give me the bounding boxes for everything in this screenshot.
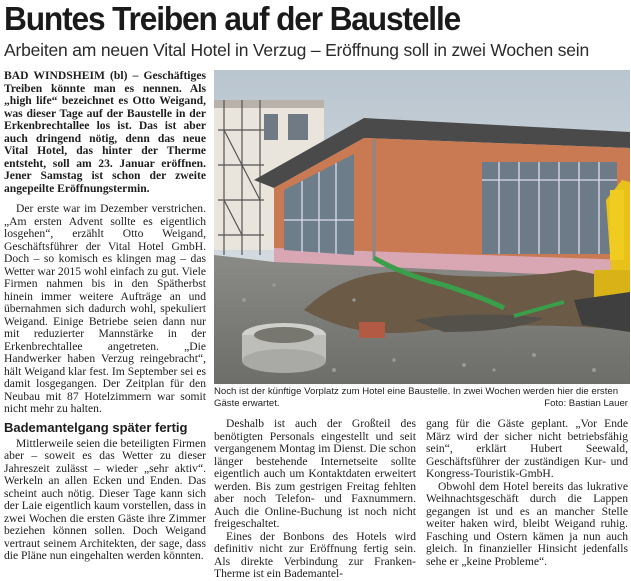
subheadline: Arbeiten am neuen Vital Hotel in Verzug – Eröffnung soll in zwei Wochen sein	[4, 40, 590, 60]
body-paragraph: gang für die Gäste geplant. „Vor Ende März wird der sicher nicht betriebsfähig sein“, erklärt Hubert Seewald, Geschäftsführer der zuständigen Kur- und Kongress-Touristik-GmbH.	[426, 417, 628, 480]
section-title: Bademantelgang später fertig	[4, 419, 188, 435]
body-paragraph: Mittlerweile seien die beteiligten Firmen aber – soweit es das Wetter zu dieser Jahreszeit zulässt – wieder „sehr aktiv“. Werkeln an allen Ecken und Enden. Das scheint auch nötig. Dieser Tage kann sich der Laie eigentlich kaum vorstellen, dass in zwei Wochen die ersten Gäste ihre Zimmer beziehen können sollen. Doch Weigand vertraut seinem Architekten, der sage, dass die Pläne nun eingehalten werden könnten.	[4, 436, 206, 562]
caption-text: Noch ist der künftige Vorplatz zum Hotel eine Baustelle. In zwei Wochen werden hier die ersten Gäste erwartet.	[214, 386, 619, 409]
column-1	[4, 69, 206, 562]
photo-caption	[214, 386, 630, 409]
column-2	[214, 418, 416, 581]
photo-credit: Foto: Bastian Lauer	[544, 397, 628, 409]
body-paragraph: Obwohl dem Hotel bereits das lukrative Weihnachtsgeschäft durch die Lappen gegangen ist und es an mancher Stelle weiter haken wird, bleibt Weigand ruhig. Fasching und Ostern kämen ja nun auch gleich. In finanzieller Hinsicht jedenfalls sehe er „keine Probleme“.	[426, 479, 628, 568]
column-3	[426, 418, 628, 568]
column-1-body	[4, 202, 206, 562]
article-photo	[214, 70, 630, 384]
body-paragraph: Eines der Bonbons des Hotels wird definitiv nicht zur Eröffnung fertig sein. Als direkte Verbindung zur Franken-Therme ist ein Bademantel-	[214, 529, 416, 580]
headline: Buntes Treiben auf der Baustelle	[4, 0, 461, 37]
body-paragraph: Deshalb ist auch der Großteil des benötigten Personals eingestellt und seit vergangenem Montag im Dienst. Die schon länger bestehende Internetseite sollte eigentlich auch um Kontaktdaten erweitert werden. Bis zum gestrigen Freitag fehlten aber noch Telefon- und Faxnummern. Auch die Online-Buchung ist noch nicht freigeschaltet.	[214, 417, 416, 530]
body-paragraph: Der erste war im Dezember verstrichen. „Am ersten Advent sollte es eigentlich losgehen“, erzählt Otto Weigand, Geschäftsführer der Vital Hotel GmbH. Doch – so komisch es klingen mag – das Wetter war 2015 wohl einfach zu gut. Viele Firmen nahmen bis in den Spätherbst hinein immer weitere Aufträge an und übernahmen sich dadurch wohl, spekuliert Weigand. Einige Betriebe seien dann nur mit reduzierter Mannstärke in der Erkenbrechtallee angetreten. „Die Handwerker haben Verzug reingebracht“, hält Weigand klar fest. Im September sei es damit losgegangen. Der Zeitplan für den Neubau mit 87 Hotelzimmern war somit nicht mehr zu halten.	[4, 202, 206, 415]
lead-paragraph: BAD WINDSHEIM (bl) – Geschäftiges Treiben könnte man es nennen. Als „high life“ bezeichnet es Otto Weigand, was dieser Tage auf der Baustelle in der Erkenbrechtallee los ist. Das ist aber auch dringend nötig, denn das neue Vital Hotel, das hinter der Therme entsteht, soll am 23. Januar eröffnen. Jener Samstag ist schon der zweite angepeilte Eröffnungstermin.	[4, 69, 206, 195]
